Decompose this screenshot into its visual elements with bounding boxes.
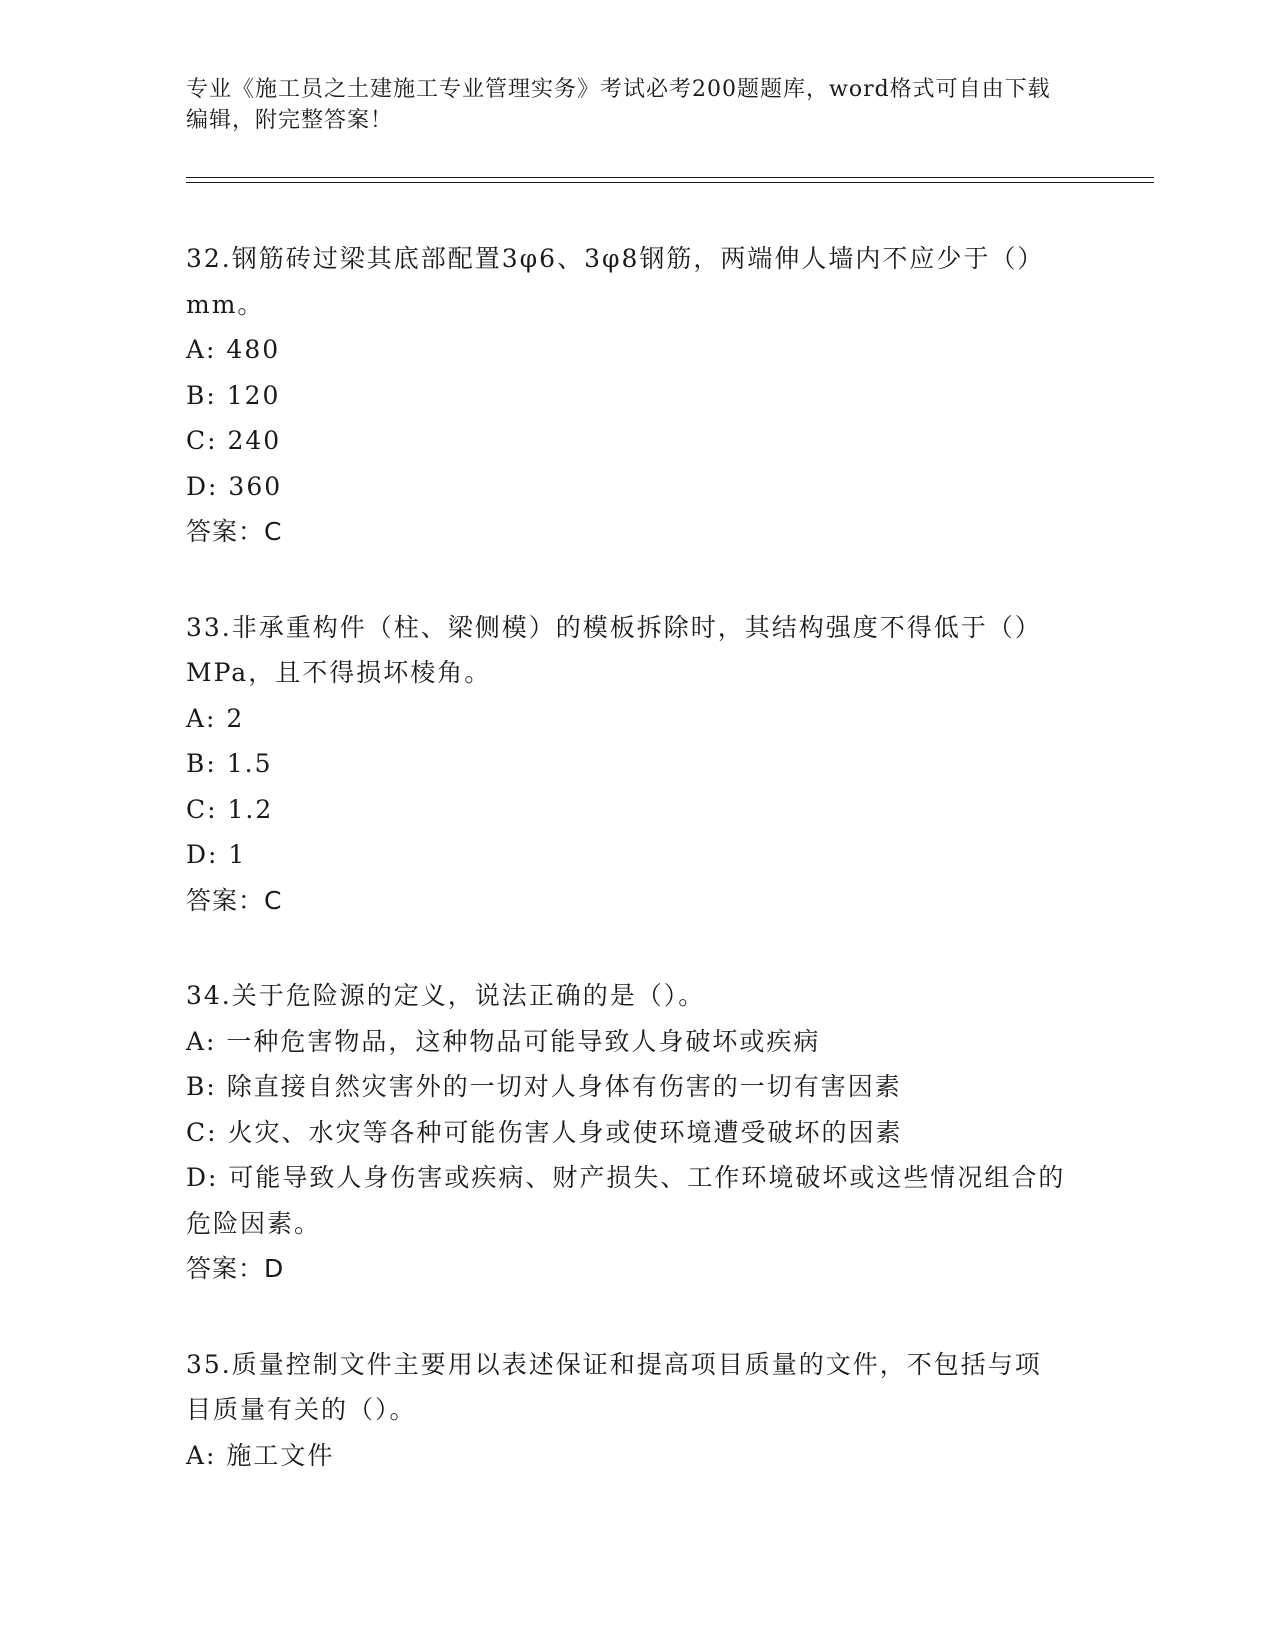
document-header: 专业《施工员之土建施工专业管理实务》考试必考200题题库，word格式可自由下载编辑，附完整答案！ [186, 77, 1051, 133]
question-33 [186, 605, 1066, 924]
option-c: C: 240 [186, 426, 282, 455]
option-a: A: 480 [186, 335, 281, 364]
question-34 [186, 973, 1066, 1292]
option-d: D: 1 [186, 840, 247, 869]
question-35 [186, 1342, 1066, 1479]
question-32 [186, 236, 1066, 555]
question-stem: 34.关于危险源的定义，说法正确的是（）。 [186, 981, 706, 1010]
question-stem: 33.非承重构件（柱、梁侧模）的模板拆除时，其结构强度不得低于（）MPa，且不得损坏棱角。 [186, 612, 1042, 687]
answer-line: 答案：D [186, 1254, 285, 1283]
option-a: A: 施工文件 [186, 1440, 335, 1470]
header-divider-bottom [186, 182, 1154, 183]
option-c: C: 1.2 [186, 794, 274, 824]
option-d: D: 360 [186, 471, 283, 501]
question-list [186, 236, 1066, 1528]
option-b: B: 1.5 [186, 749, 273, 778]
option-a: A: 一种危害物品，这种物品可能导致人身破坏或疾病 [186, 1026, 821, 1056]
header-divider-top [186, 177, 1154, 178]
question-stem: 35.质量控制文件主要用以表述保证和提高项目质量的文件，不包括与项目质量有关的（）。 [186, 1349, 1042, 1424]
question-stem: 32.钢筋砖过梁其底部配置3φ6、3φ8钢筋，两端伸人墙内不应少于（）mm。 [186, 244, 1045, 319]
option-d: D: 可能导致人身伤害或疾病、财产损失、工作环境破坏或这些情况组合的危险因素。 [186, 1163, 1066, 1238]
answer-line: 答案：C [186, 885, 283, 915]
answer-line: 答案：C [186, 517, 283, 546]
option-a: A: 2 [186, 703, 245, 733]
option-c: C: 火灾、水灾等各种可能伤害人身或使环境遭受破坏的因素 [186, 1117, 903, 1147]
option-b: B: 120 [186, 380, 281, 410]
option-b: B: 除直接自然灾害外的一切对人身体有伤害的一切有害因素 [186, 1072, 902, 1101]
